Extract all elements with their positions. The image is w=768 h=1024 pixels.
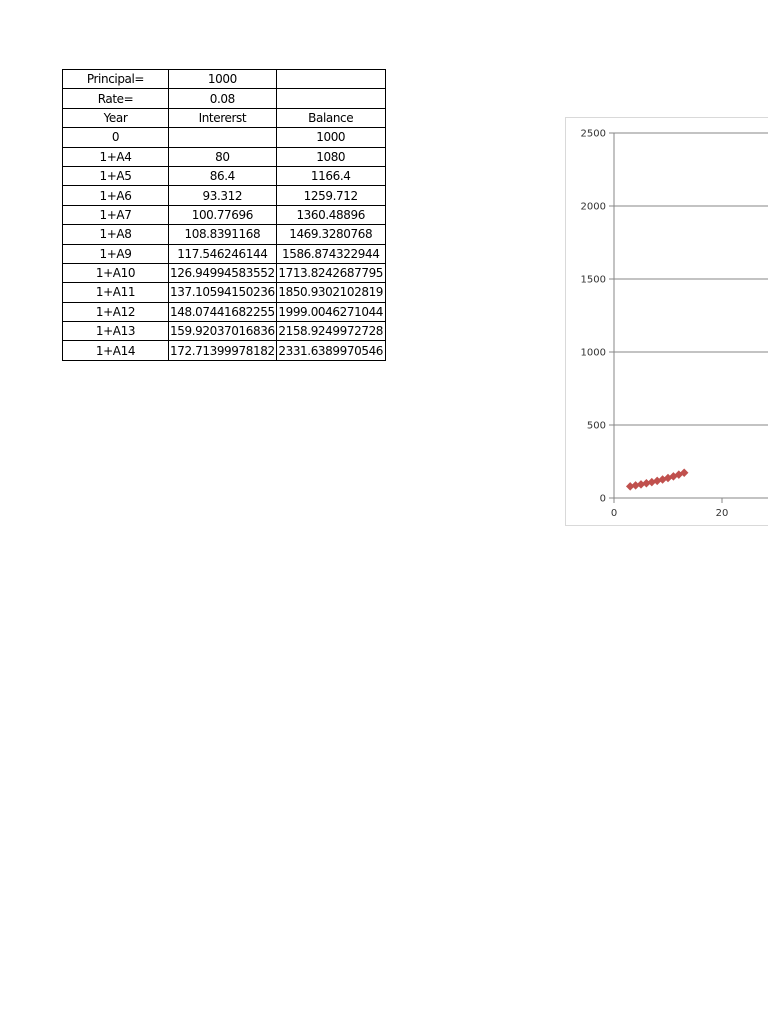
table-row bbox=[63, 166, 386, 185]
y-tick-label: 1500 bbox=[580, 274, 606, 286]
table-cell[interactable]: 93.312 bbox=[169, 186, 277, 205]
table-cell[interactable]: 1259.712 bbox=[276, 186, 385, 205]
table-cell[interactable]: 126.94994583552 bbox=[169, 263, 277, 282]
table-cell[interactable]: 1+A7 bbox=[63, 205, 169, 224]
spreadsheet-table bbox=[62, 69, 386, 361]
table-cell[interactable]: 1+A8 bbox=[63, 225, 169, 244]
table-row bbox=[63, 225, 386, 244]
table-cell[interactable] bbox=[169, 128, 277, 147]
table-row bbox=[63, 322, 386, 341]
table-cell[interactable]: 86.4 bbox=[169, 166, 277, 185]
table-cell[interactable]: 80 bbox=[169, 147, 277, 166]
table-cell[interactable]: 117.546246144 bbox=[169, 244, 277, 263]
table-cell[interactable]: 1713.8242687795 bbox=[276, 263, 385, 282]
table-cell[interactable]: Principal= bbox=[63, 70, 169, 89]
table-cell[interactable]: 1+A14 bbox=[63, 341, 169, 360]
table-cell[interactable]: 108.8391168 bbox=[169, 225, 277, 244]
x-tick-label: 20 bbox=[715, 508, 729, 519]
table-cell[interactable]: 1+A12 bbox=[63, 302, 169, 321]
table-row bbox=[63, 70, 386, 89]
table-cell[interactable]: 0 bbox=[63, 128, 169, 147]
table-cell[interactable]: 1+A10 bbox=[63, 263, 169, 282]
table-cell[interactable]: 137.10594150236 bbox=[169, 283, 277, 302]
table-cell[interactable]: 159.92037016836 bbox=[169, 322, 277, 341]
table-cell[interactable]: 148.07441682255 bbox=[169, 302, 277, 321]
table-row bbox=[63, 341, 386, 360]
table-cell[interactable] bbox=[276, 70, 385, 89]
x-tick-label: 0 bbox=[610, 508, 618, 519]
table-row bbox=[63, 244, 386, 263]
table-cell[interactable]: Rate= bbox=[63, 89, 169, 108]
table-cell[interactable]: 0.08 bbox=[169, 89, 277, 108]
table-cell[interactable]: 1+A5 bbox=[63, 166, 169, 185]
table-cell[interactable]: 1000 bbox=[169, 70, 277, 89]
table-cell[interactable]: 1999.0046271044 bbox=[276, 302, 385, 321]
table-cell[interactable]: 1000 bbox=[276, 128, 385, 147]
y-tick-label: 0 bbox=[599, 493, 606, 505]
table-cell[interactable]: 1+A13 bbox=[63, 322, 169, 341]
table-cell[interactable]: 2331.6389970546 bbox=[276, 341, 385, 360]
table-row bbox=[63, 186, 386, 205]
table-cell[interactable]: 1360.48896 bbox=[276, 205, 385, 224]
table-cell[interactable]: 1469.3280768 bbox=[276, 225, 385, 244]
table-cell[interactable]: 1166.4 bbox=[276, 166, 385, 185]
table-cell[interactable]: 172.71399978182 bbox=[169, 341, 277, 360]
table-row bbox=[63, 205, 386, 224]
y-tick-label: 2000 bbox=[580, 201, 606, 213]
y-tick-label: 1000 bbox=[580, 347, 606, 359]
table-cell[interactable]: Balance bbox=[276, 108, 385, 127]
table-cell[interactable]: 1080 bbox=[276, 147, 385, 166]
table-row bbox=[63, 263, 386, 282]
table-cell[interactable]: 1586.874322944 bbox=[276, 244, 385, 263]
table-cell[interactable]: 2158.9249972728 bbox=[276, 322, 385, 341]
table-cell[interactable]: 1+A11 bbox=[63, 283, 169, 302]
spreadsheet-body bbox=[63, 70, 386, 361]
table-cell[interactable] bbox=[276, 89, 385, 108]
y-tick-label: 2500 bbox=[580, 128, 606, 140]
table-cell[interactable]: 1850.9302102819 bbox=[276, 283, 385, 302]
table-row bbox=[63, 89, 386, 108]
table-cell[interactable]: 1+A6 bbox=[63, 186, 169, 205]
table-row bbox=[63, 128, 386, 147]
table-cell[interactable]: Intererst bbox=[169, 108, 277, 127]
table-row bbox=[63, 283, 386, 302]
table-row bbox=[63, 147, 386, 166]
scatter-chart bbox=[566, 118, 768, 527]
table-cell[interactable]: Year bbox=[63, 108, 169, 127]
table-row bbox=[63, 108, 386, 127]
chart-area[interactable] bbox=[565, 117, 768, 526]
table-cell[interactable]: 100.77696 bbox=[169, 205, 277, 224]
y-tick-label: 500 bbox=[586, 420, 606, 432]
table-row bbox=[63, 302, 386, 321]
table-cell[interactable]: 1+A4 bbox=[63, 147, 169, 166]
table-cell[interactable]: 1+A9 bbox=[63, 244, 169, 263]
